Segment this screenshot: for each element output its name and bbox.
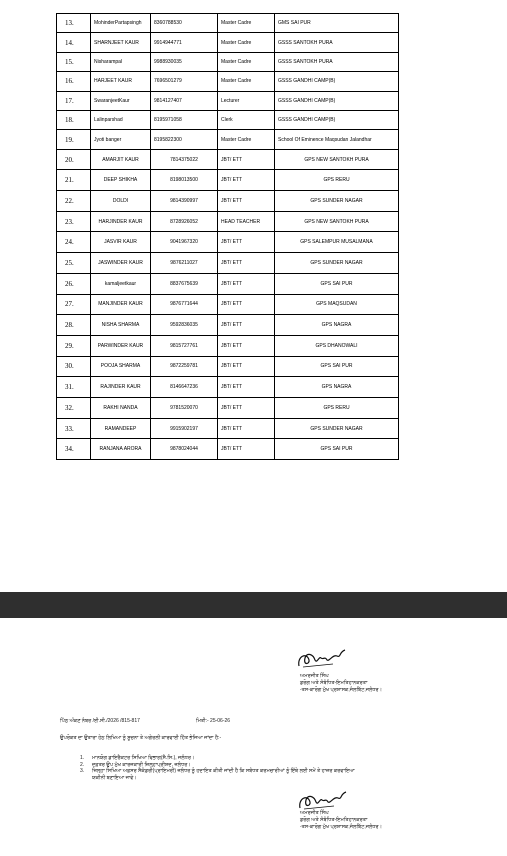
school-cell: GSSS SANTOKH PURA [275, 33, 399, 52]
name-cell: DOLDI [91, 191, 151, 212]
endorsement-number: ਪਿੱਠ ਅੰਕਣ ਨੰਬਰ /ਈ.ਸੀ./2026 /815-817 [60, 718, 140, 724]
school-cell: GPS SUNDER NAGAR [275, 418, 399, 439]
name-cell: NISHA SHARMA [91, 315, 151, 336]
table-row [57, 52, 399, 71]
name-cell: MANJINDER KAUR [91, 294, 151, 315]
list-item [80, 775, 355, 782]
phone-cell: 9781520070 [151, 397, 218, 418]
signature-2-office: -ਤਸ-ਕਾਰੋਗ ਮੁੱਖ ਪ੍ਰਸ਼ਾਸਕ,ਜੰਲਬਿੱਟ,ਜਲੰਧਰ। [300, 824, 382, 830]
designation-cell: JBT/ ETT [218, 397, 275, 418]
school-cell: GPS NEW SANTOKH PURA [275, 211, 399, 232]
designation-cell: Master Cadre [218, 52, 275, 71]
serial-number-cell: 20. [57, 149, 91, 170]
school-cell: GSSS GANDHI CAMP(B) [275, 110, 399, 129]
list-item-text: ਦਫ਼ਤਰ ਉਪ ਮੁੱਖ ਕਾਰਜਕਾਰੀ ਜ਼ਿਲ੍ਹਾਪ੍ਰੀਸ਼ਦ, ਜਲੰਧਰ। [92, 761, 191, 768]
phone-cell: 9814127407 [151, 91, 218, 110]
designation-cell: JBT/ ETT [218, 439, 275, 460]
serial-number-cell: 14. [57, 33, 91, 52]
serial-number-cell: 21. [57, 170, 91, 191]
serial-number-cell: 15. [57, 52, 91, 71]
list-item-text: ਯਕੀਨੀ ਬਣਾਇਆ ਜਾਵੇ। [92, 774, 137, 781]
memo-intro: ਉਪਰੋਕਤ ਦਾ ਉਤਾਰਾ ਹੇਠ ਲਿਖਿਆ ਨੂੰ ਸੂਚਨਾ ਤੇ ਅਗੇਰਲੀ ਕਾਰਵਾਈ ਹਿੱਤ ਭੇਜਿਆ ਜਾਂਦਾ ਹੈ:- [60, 735, 222, 741]
school-cell: GSSS GANDHI CAMP(B) [275, 72, 399, 91]
serial-number-cell: 16. [57, 72, 91, 91]
name-cell: HARJEET KAUR [91, 72, 151, 91]
table-row [57, 211, 399, 232]
signature-1-scribble [293, 648, 355, 672]
serial-number-cell: 18. [57, 110, 91, 129]
serial-number-cell: 27. [57, 294, 91, 315]
designation-cell: Master Cadre [218, 14, 275, 33]
serial-number-cell: 34. [57, 439, 91, 460]
phone-cell: 9914944771 [151, 33, 218, 52]
serial-number-cell: 25. [57, 253, 91, 274]
name-cell: Jyoti banger [91, 130, 151, 149]
phone-cell: 9872259781 [151, 356, 218, 377]
serial-number-cell: 13. [57, 14, 91, 33]
phone-cell: 7696501279 [151, 72, 218, 91]
designation-cell: JBT/ ETT [218, 149, 275, 170]
serial-number-cell: 31. [57, 377, 91, 398]
designation-cell: JBT/ ETT [218, 253, 275, 274]
designation-cell: JBT/ ETT [218, 232, 275, 253]
list-item-text: ਮਾਨਯੋਗ ਡਾਇਰੈਕਟਰ ਸਿਖਿਆ ਵਿਭਾਗ(ਸੈ.ਸਿ.), ਜਲੰਧਰ। [92, 755, 195, 761]
page-gap [0, 592, 507, 618]
school-cell: GPS MAQSUDAN [275, 294, 399, 315]
name-cell: RAJINDER KAUR [91, 377, 151, 398]
designation-cell: JBT/ ETT [218, 335, 275, 356]
table-row [57, 232, 399, 253]
designation-cell: Clerk [218, 110, 275, 129]
table-row [57, 273, 399, 294]
phone-cell: 9876211027 [151, 253, 218, 274]
name-cell: RAKHI NANDA [91, 397, 151, 418]
name-cell: kamaljeetkaur [91, 273, 151, 294]
memo-date: ਮਿਤੀ:- 25-06-26 [196, 718, 231, 724]
school-cell: GPS SUNDER NAGAR [275, 253, 399, 274]
name-cell: POOJA SHARMA [91, 356, 151, 377]
table-row [57, 191, 399, 212]
serial-number-cell: 33. [57, 418, 91, 439]
school-cell: GPS RERU [275, 170, 399, 191]
phone-cell: 8195822300 [151, 130, 218, 149]
table-row [57, 294, 399, 315]
phone-cell: 9915902197 [151, 418, 218, 439]
name-cell: RANJANA ARORA [91, 439, 151, 460]
designation-cell: JBT/ ETT [218, 356, 275, 377]
list-item-number: 3. [80, 768, 85, 774]
school-cell: GMS SAI PUR [275, 14, 399, 33]
table-row [57, 377, 399, 398]
phone-cell: 8195971058 [151, 110, 218, 129]
name-cell: SHARNJEET KAUR [91, 33, 151, 52]
table-row [57, 130, 399, 149]
table-row [57, 418, 399, 439]
table-row [57, 149, 399, 170]
name-cell: AMARJIT KAUR [91, 149, 151, 170]
designation-cell: HEAD TEACHER [218, 211, 275, 232]
school-cell: School Of Eminence Maqsudan Jalandhar [275, 130, 399, 149]
table-row [57, 91, 399, 110]
serial-number-cell: 30. [57, 356, 91, 377]
list-item-number: 2. [80, 761, 85, 768]
phone-cell: 8198013500 [151, 170, 218, 191]
name-cell: HARJINDER KAUR [91, 211, 151, 232]
name-cell: JASVIR KAUR [91, 232, 151, 253]
designation-cell: JBT/ ETT [218, 191, 275, 212]
phone-cell: 9878024044 [151, 439, 218, 460]
table-row [57, 335, 399, 356]
designation-cell: Master Cadre [218, 130, 275, 149]
table-row [57, 397, 399, 418]
serial-number-cell: 22. [57, 191, 91, 212]
designation-cell: Lecturer [218, 91, 275, 110]
school-cell: GPS SAI PUR [275, 439, 399, 460]
phone-cell: 9876771644 [151, 294, 218, 315]
table-row [57, 170, 399, 191]
staff-table-body [57, 14, 399, 460]
signature-1-office: -ਤਸ-ਕਾਰੋਗ ਮੁੱਖ ਪ੍ਰਸ਼ਾਸਕ,ਜੰਲਬਿੱਟ,ਜਲੰਧਰ। [300, 687, 382, 693]
name-cell: MohinderPartapsingh [91, 14, 151, 33]
serial-number-cell: 19. [57, 130, 91, 149]
name-cell: JASWINDER KAUR [91, 253, 151, 274]
school-cell: GPS SALEMPUR MUSALMANA [275, 232, 399, 253]
phone-cell: 9815727761 [151, 335, 218, 356]
school-cell: GPS SAI PUR [275, 356, 399, 377]
table-row [57, 72, 399, 91]
designation-cell: Master Cadre [218, 33, 275, 52]
school-cell: GPS NEW SANTOKH PURA [275, 149, 399, 170]
phone-cell: 8837675639 [151, 273, 218, 294]
designation-cell: JBT/ ETT [218, 418, 275, 439]
table-row [57, 14, 399, 33]
serial-number-cell: 24. [57, 232, 91, 253]
school-cell: GPS SUNDER NAGAR [275, 191, 399, 212]
phone-cell: 8360788530 [151, 14, 218, 33]
name-cell: DEEP SHIKHA [91, 170, 151, 191]
serial-number-cell: 32. [57, 397, 91, 418]
table-row [57, 315, 399, 336]
page-2 [0, 618, 507, 856]
serial-number-cell: 29. [57, 335, 91, 356]
name-cell: Lalinparshad [91, 110, 151, 129]
school-cell: GPS DHANOWALI [275, 335, 399, 356]
signature-1-title: ਡਰੋਗ ਅਤੇ ਸੰਬੰਧਿਤ-ਇਮਤਿਹਾਨਕਰਤਾ [300, 680, 368, 686]
list-item-number: 1. [80, 755, 85, 761]
school-cell: GSSS GANDHI CAMP(B) [275, 91, 399, 110]
serial-number-cell: 23. [57, 211, 91, 232]
phone-cell: 8146647236 [151, 377, 218, 398]
staff-table [56, 13, 399, 460]
table-row [57, 439, 399, 460]
designation-cell: Master Cadre [218, 72, 275, 91]
school-cell: GPS NAGRA [275, 315, 399, 336]
phone-cell: 9988930035 [151, 52, 218, 71]
signature-2-name: ਅਮਰਜੀਤ ਸਿੰਘ [300, 810, 329, 816]
designation-cell: JBT/ ETT [218, 294, 275, 315]
serial-number-cell: 28. [57, 315, 91, 336]
school-cell: GPS SAI PUR [275, 273, 399, 294]
serial-number-cell: 17. [57, 91, 91, 110]
table-row [57, 33, 399, 52]
name-cell: PARWINDER KAUR [91, 335, 151, 356]
designation-cell: JBT/ ETT [218, 377, 275, 398]
signature-2-title: ਡਰੋਗ ਅਤੇ ਸੰਬੰਧਿਤ-ਇਮਤਿਹਾਨਕਰਤਾ [300, 817, 368, 823]
phone-cell: 7814375022 [151, 149, 218, 170]
signature-1-name: ਅਮਰਜੀਤ ਸਿੰਘ [300, 673, 329, 679]
table-row [57, 110, 399, 129]
designation-cell: JBT/ ETT [218, 170, 275, 191]
designation-cell: JBT/ ETT [218, 273, 275, 294]
phone-cell: 9814390997 [151, 191, 218, 212]
phone-cell: 9041967320 [151, 232, 218, 253]
school-cell: GPS NAGRA [275, 377, 399, 398]
list-item-text: ਜ਼ਿਲ੍ਹਾ ਸਿਖਿਆ ਅਫ਼ਸਰ ਸੈਕੰਡਰੀ(ਪ੍ਰਾਇਮਰੀ) ਜਲੰਧਰ ਨੂੰ ਹਦਾਇਤ ਕੀਤੀ ਜਾਂਦੀ ਹੈ ਕਿ ਸਬੰਧਤ ਕਰਮਚਾਰੀਆਂ ਨੂੰ ਇੱਥੇ ਲਈ ਸਮੇਂ ਤੇ ਹਾਜ਼ਰ ਕਰਵਾਇਆ [92, 768, 355, 774]
phone-cell: 9592836035 [151, 315, 218, 336]
school-cell: GPS RERU [275, 397, 399, 418]
serial-number-cell: 26. [57, 273, 91, 294]
recipient-list [80, 755, 355, 781]
school-cell: GSSS SANTOKH PURA [275, 52, 399, 71]
designation-cell: JBT/ ETT [218, 315, 275, 336]
phone-cell: 8728926052 [151, 211, 218, 232]
table-row [57, 356, 399, 377]
name-cell: RAMANDEEP [91, 418, 151, 439]
name-cell: Nisharampal [91, 52, 151, 71]
table-row [57, 253, 399, 274]
name-cell: SwaranjeetKaur [91, 91, 151, 110]
